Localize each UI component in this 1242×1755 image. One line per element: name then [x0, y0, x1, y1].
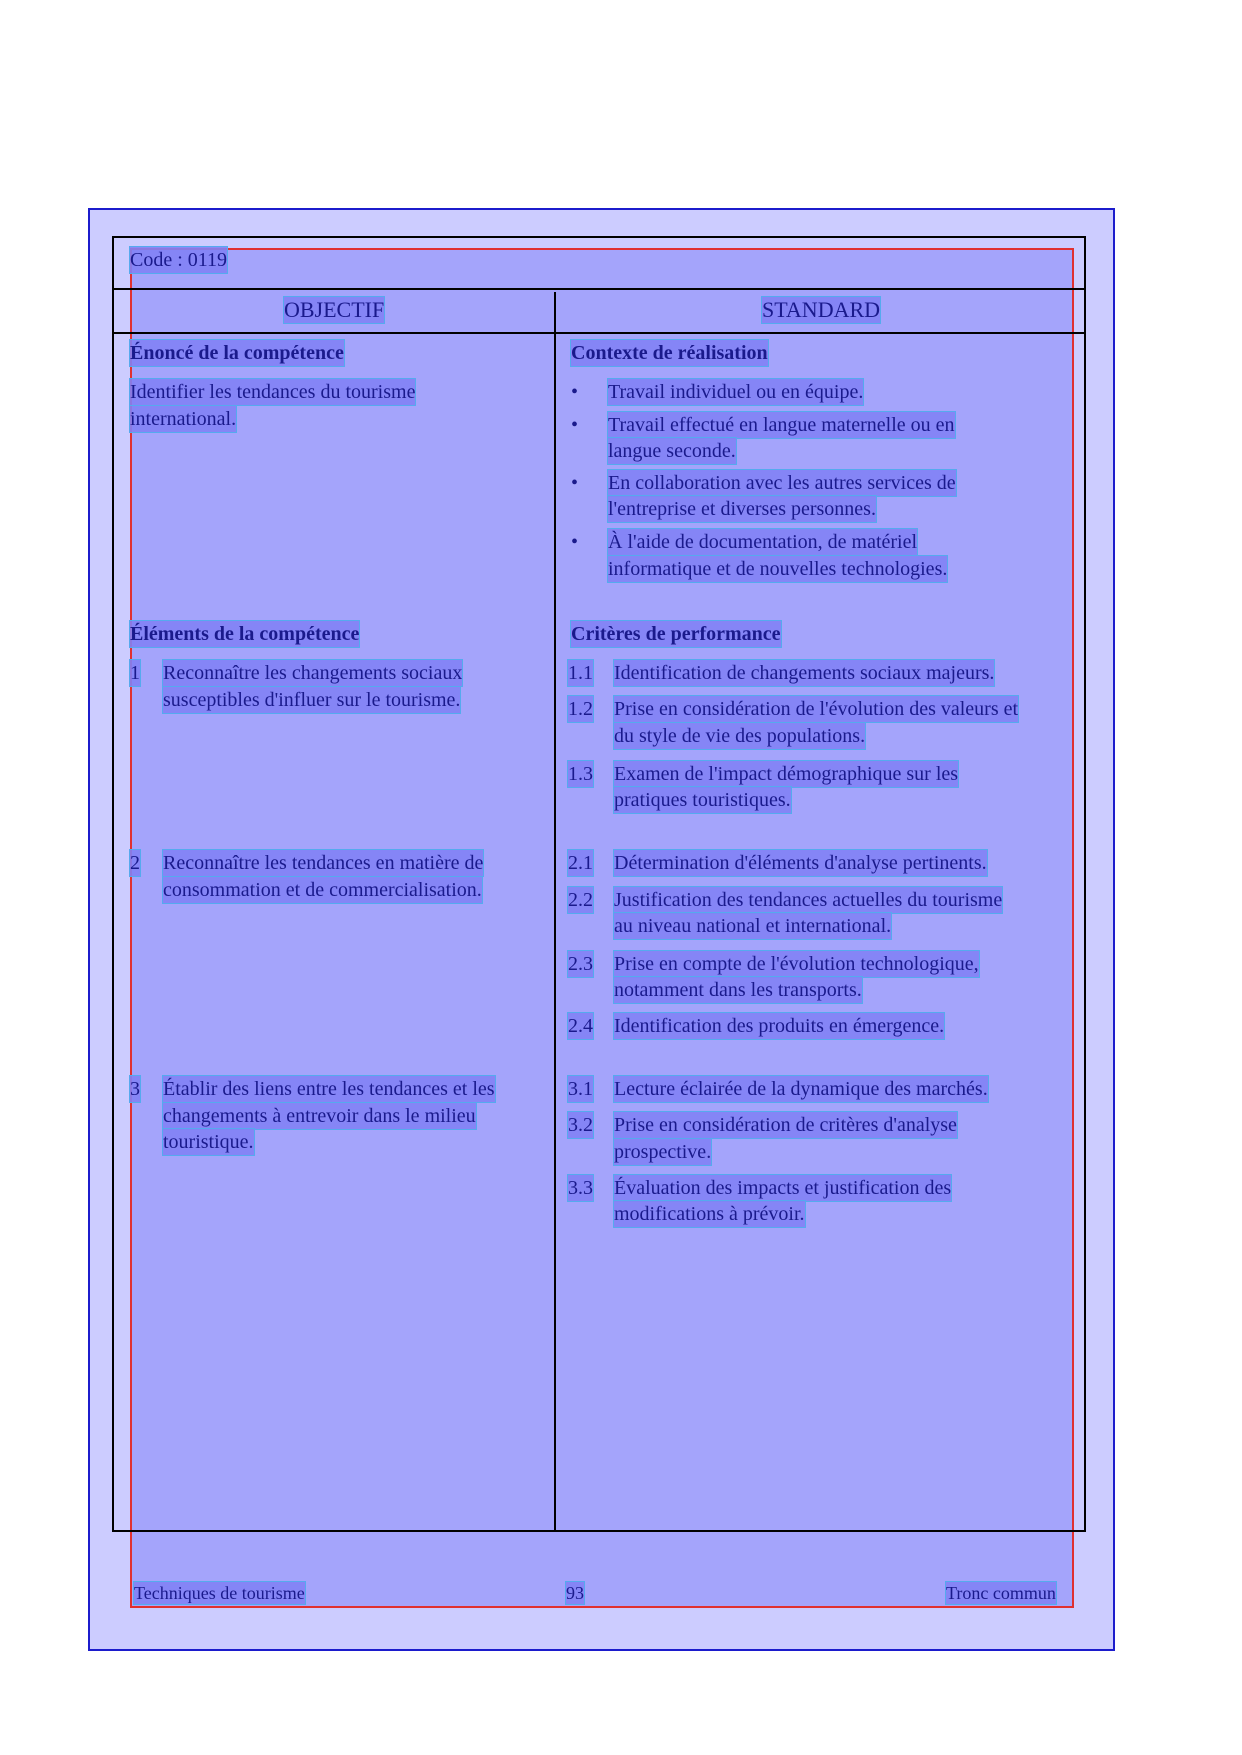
table-border-bottom [112, 1530, 1086, 1532]
footer-right: Tronc commun [946, 1583, 1056, 1603]
table-border-top [112, 236, 1086, 238]
critere-number: 2.4 [568, 1015, 593, 1037]
element-2-line-2: consommation et de commercialisation. [163, 879, 482, 901]
element-number: 2 [130, 852, 140, 874]
table-border-right [1084, 236, 1086, 1532]
critere-number: 3.1 [568, 1078, 593, 1100]
critere-1-2-line-2: du style de vie des populations. [614, 725, 866, 747]
criteres-title: Critères de performance [571, 623, 781, 645]
critere-1-2-line-1: Prise en considération de l'évolution des valeurs et [614, 698, 1019, 720]
element-number: 3 [130, 1078, 140, 1100]
critere-2-3-line-1: Prise en compte de l'évolution technologique, [614, 953, 979, 975]
critere-3-2-line-1: Prise en considération de critères d'analyse [614, 1114, 957, 1136]
table-header-line-top [112, 288, 1086, 290]
critere-number: 2.3 [568, 953, 593, 975]
table-column-divider [554, 292, 556, 1532]
critere-3-3-line-1: Évaluation des impacts et justification des [614, 1177, 952, 1199]
critere-1-1-line-1: Identification de changements sociaux majeurs. [614, 662, 995, 684]
element-1-line-1: Reconnaître les changements sociaux [163, 662, 463, 684]
enonce-line-2: international. [130, 408, 237, 430]
footer-left: Techniques de tourisme [134, 1583, 305, 1603]
elements-title: Éléments de la compétence [130, 623, 360, 645]
page-content-frame [130, 248, 1074, 1608]
bullet-icon: • [571, 531, 579, 553]
contexte-item-4-line-2: informatique et de nouvelles technologies. [608, 558, 948, 580]
critere-2-1-line-1: Détermination d'éléments d'analyse pertinents. [614, 852, 987, 874]
enonce-title: Énoncé de la compétence [130, 342, 344, 364]
element-3-line-2: changements à entrevoir dans le milieu [163, 1105, 476, 1127]
critere-number: 1.2 [568, 698, 593, 720]
enonce-line-1: Identifier les tendances du tourisme [130, 381, 416, 403]
element-number: 1 [130, 662, 140, 684]
critere-number: 3.3 [568, 1177, 593, 1199]
element-2-line-1: Reconnaître les tendances en matière de [163, 852, 484, 874]
contexte-item-2-line-1: Travail effectué en langue maternelle ou en [608, 414, 955, 436]
critere-number: 2.2 [568, 889, 593, 911]
bullet-icon: • [571, 381, 579, 403]
critere-3-1-line-1: Lecture éclairée de la dynamique des marchés. [614, 1078, 988, 1100]
critere-2-3-line-2: notamment dans les transports. [614, 979, 862, 1001]
critere-2-2-line-1: Justification des tendances actuelles du tourisme [614, 889, 1003, 911]
element-3-line-3: touristique. [163, 1131, 254, 1153]
table-border-left [112, 236, 114, 1532]
contexte-item-3-line-2: l'entreprise et diverses personnes. [608, 498, 876, 520]
bullet-icon: • [571, 472, 579, 494]
contexte-item-1: Travail individuel ou en équipe. [608, 381, 864, 403]
column-header-standard: STANDARD [762, 297, 881, 322]
element-3-line-1: Établir des liens entre les tendances et les [163, 1078, 495, 1100]
contexte-title: Contexte de réalisation [571, 342, 768, 364]
critere-2-2-line-2: au niveau national et international. [614, 915, 892, 937]
footer-page-number: 93 [566, 1583, 584, 1603]
critere-1-3-line-2: pratiques touristiques. [614, 789, 791, 811]
critere-1-3-line-1: Examen de l'impact démographique sur les [614, 763, 959, 785]
contexte-item-4-line-1: À l'aide de documentation, de matériel [608, 531, 918, 553]
critere-number: 2.1 [568, 852, 593, 874]
element-1-line-2: susceptibles d'influer sur le tourisme. [163, 689, 461, 711]
bullet-icon: • [571, 414, 579, 436]
table-header-line-bottom [112, 332, 1086, 334]
critere-2-4-line-1: Identification des produits en émergence. [614, 1015, 945, 1037]
column-header-objectif: OBJECTIF [284, 297, 385, 322]
critere-3-3-line-2: modifications à prévoir. [614, 1203, 805, 1225]
contexte-item-3-line-1: En collaboration avec les autres services de [608, 472, 956, 494]
critere-number: 3.2 [568, 1114, 593, 1136]
critere-number: 1.3 [568, 763, 593, 785]
critere-3-2-line-2: prospective. [614, 1141, 712, 1163]
critere-number: 1.1 [568, 662, 593, 684]
document-code: Code : 0119 [130, 249, 228, 271]
contexte-item-2-line-2: langue seconde. [608, 440, 736, 462]
